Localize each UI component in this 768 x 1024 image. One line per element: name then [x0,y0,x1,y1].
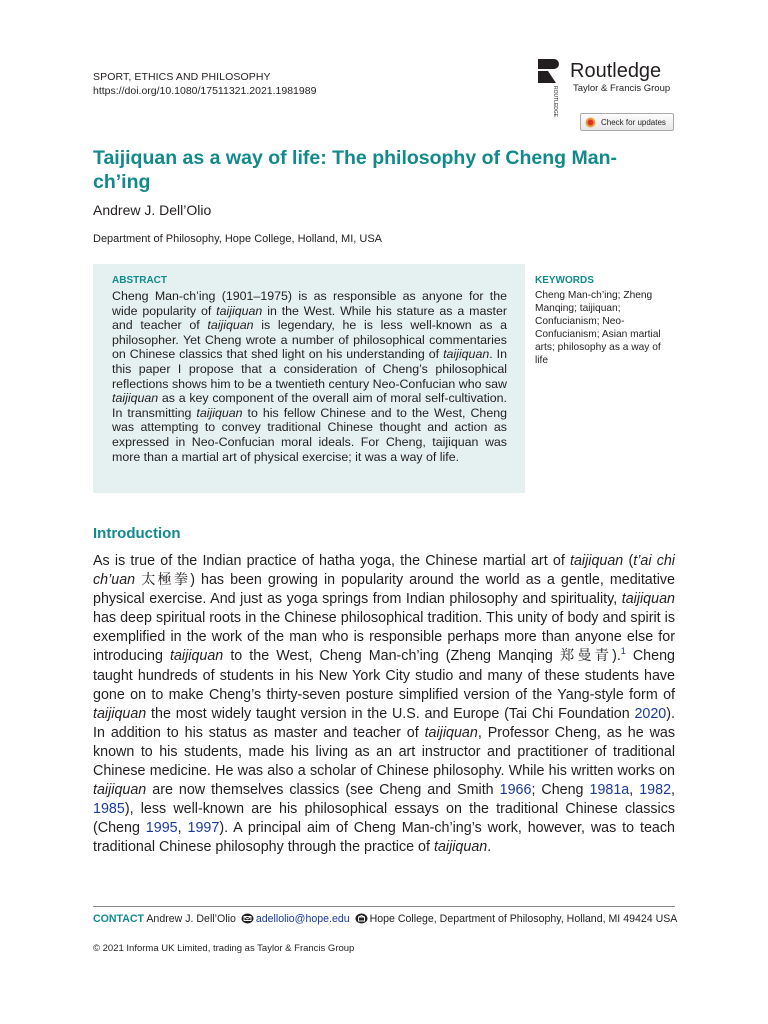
routledge-logo-icon [537,58,561,118]
citation-link[interactable]: 1997 [187,820,220,837]
footnote-ref[interactable]: 1 [620,646,626,657]
publisher-name: Routledge [570,60,662,82]
check-updates-label: Check for updates [601,118,666,127]
citation-link[interactable]: 1981a [589,782,630,799]
keywords-list: Cheng Man-ch’ing; Zheng Manqing; taijiquan; Confucianism; Neo-Confucianism; Asian martial arts; philosophy as a way of life [535,290,661,366]
section-heading-introduction: Introduction [93,525,181,542]
contact-email[interactable]: adellolio@hope.edu [255,913,350,925]
publisher-group: Taylor & Francis Group [573,83,671,94]
contact-info [93,913,683,926]
introduction-paragraph: As is true of the Indian practice of hatha yoga, the Chinese martial art of taijiquan (t’ai chi ch’uan 太極拳) has been growing in popularity around the world as a gentle, meditative physical exercise. And just as yoga springs from Indian philosophy and spirituality, taijiquan has deep spiritual roots in the Chinese philosophical tradition. This unity of body and spirit is exemplified in the work of the man who is responsible perhaps more than anyone else for introducing taijiquan to the West, Cheng Man-ch’ing (Zheng Manqing 郑曼青).$^1$ Cheng taught hundreds of students in his New York City studio and many of these students have gone on to make Cheng’s thirty-seven posture simplified version of the Yang-style form of taijiquan the most widely taught version in the U.S. and Europe (Tai Chi Foundation 2020). In addition to his status as master and teacher of taijiquan, Professor Cheng, as he was known to his students, made his living as an art instructor and practitioner of traditional Chinese medicine. He was also a scholar of Chinese philosophy. While his written works on taijiquan are now themselves classics (see Cheng and Smith 1966; Cheng 1981a, 1982, 1985), less well-known are his philosophical essays on the traditional Chinese classics (Cheng 1995, 1997). A principal aim of Cheng Man-ch’ing’s work, however, was to teach traditional Chinese philosophy through the practice of taijiquan. [93,553,676,856]
keywords-heading: KEYWORDS [535,275,594,286]
abstract-text: Cheng Man-ch’ing (1901–1975) is as responsible as anyone for the wide popularity of taijiquan in the West. While his stature as a master and teacher of taijiquan is legendary, he is less well-known as a philosopher. Yet Cheng wrote a number of philosophical commentaries on Chinese classics that shed light on his understanding of taijiquan. In this paper I propose that a consideration of Cheng’s philosophical reflections shows him to be a twentieth century Neo-Confucian who saw taijiquan as a key component of the overall aim of moral self-cultivation. In transmitting taijiquan to his fellow Chinese and to the West, Cheng was attempting to convey traditional Chinese thought and action as expressed in Neo-Confucian moral ideals. For Cheng, taijiquan was more than a martial art of physical exercise; it was a way of life. [112,289,508,464]
contact-label: CONTACT [93,913,144,925]
check-updates-icon [585,117,596,128]
address-icon [355,913,368,924]
citation-link[interactable]: 1982 [639,782,672,799]
footer-divider [93,906,675,907]
journal-name: SPORT, ETHICS AND PHILOSOPHY [93,71,271,83]
article-author: Andrew J. Dell’Olio [93,202,212,218]
copyright-notice: © 2021 Informa UK Limited, trading as Taylor & Francis Group [93,943,355,954]
doi-link[interactable]: https://doi.org/10.1080/17511321.2021.1981989 [93,85,317,97]
svg-text:ROUTLEDGE: ROUTLEDGE [552,86,558,118]
citation-link[interactable]: 1985 [93,801,125,818]
publisher-logo[interactable] [537,58,677,118]
contact-address: Hope College, Department of Philosophy, Holland, MI 49424 USA [369,913,678,925]
citation-link[interactable]: 2020 [634,705,667,722]
author-affiliation: Department of Philosophy, Hope College, Holland, MI, USA [93,233,382,245]
abstract-heading: ABSTRACT [112,275,167,286]
contact-name: Andrew J. Dell’Olio [146,913,236,925]
email-icon [241,913,254,924]
check-for-updates-button[interactable] [580,113,674,131]
article-title: Taijiquan as a way of life: The philosophy of Cheng Man-ch’ing [93,147,618,193]
citation-link[interactable]: 1995 [145,820,178,837]
citation-link[interactable]: 1966 [499,782,532,799]
